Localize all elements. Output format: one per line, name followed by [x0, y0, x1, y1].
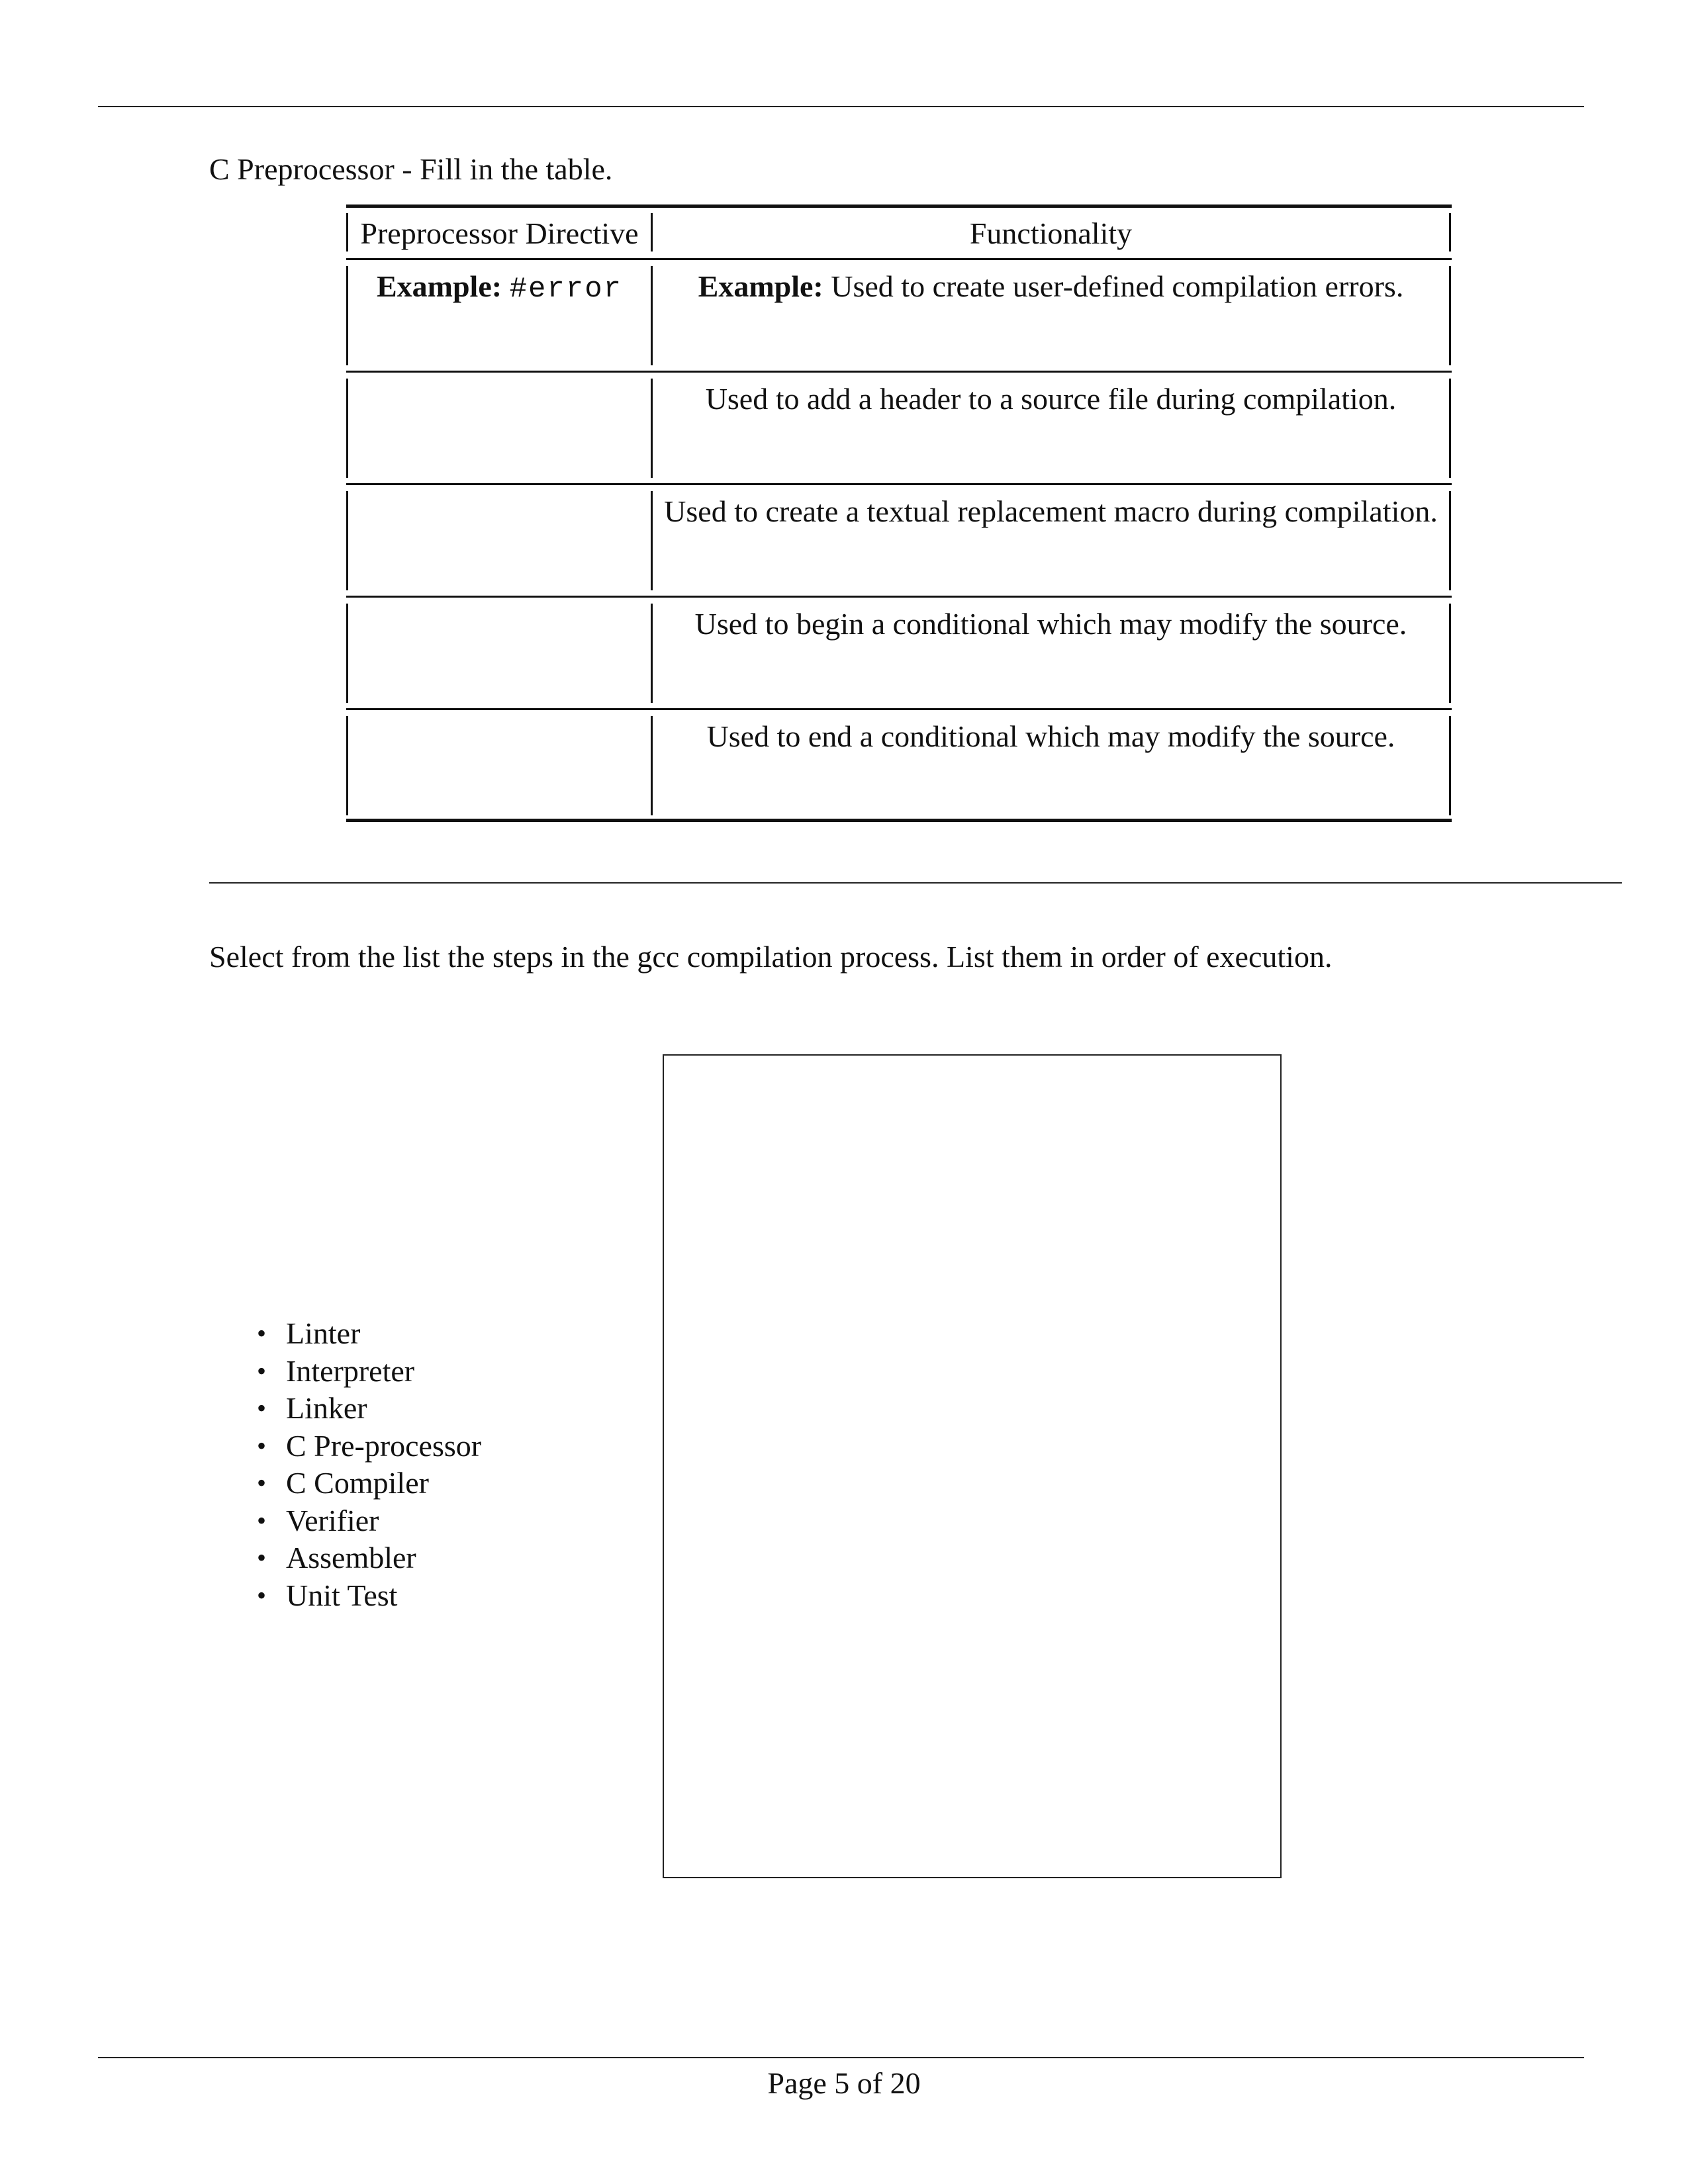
- table-row-rule: [346, 708, 1452, 710]
- list-item-label: Unit Test: [286, 1578, 398, 1612]
- table-row-rule: [346, 596, 1452, 598]
- list-item-label: Linter: [286, 1316, 361, 1350]
- bullet-icon: •: [257, 1468, 267, 1498]
- list-item: [257, 1502, 481, 1540]
- header-directive: Preprocessor Directive: [360, 216, 639, 250]
- list-item-label: Linker: [286, 1391, 367, 1425]
- bullet-icon: •: [257, 1505, 267, 1535]
- example-directive-cell: [348, 268, 651, 308]
- example-functionality-text: Used to create user-defined compilation errors.: [831, 269, 1404, 303]
- example-directive-label: Example:: [376, 269, 502, 303]
- question2-prompt: Select from the list the steps in the gcc compilation process. List them in order of execution.: [209, 940, 1333, 974]
- directive-answer-cell[interactable]: [348, 718, 651, 817]
- header-functionality: Functionality: [969, 216, 1133, 250]
- list-item: [257, 1465, 481, 1502]
- functionality-cell: Used to end a conditional which may modify the source.: [706, 719, 1395, 753]
- table-bottom-rule: [346, 819, 1452, 822]
- top-rule: [98, 106, 1584, 107]
- list-item: [257, 1577, 481, 1615]
- bullet-icon: •: [257, 1355, 267, 1386]
- bullet-icon: •: [257, 1318, 267, 1348]
- footer-rule: [98, 2057, 1584, 2058]
- list-item: [257, 1539, 481, 1577]
- bullet-icon: •: [257, 1430, 267, 1461]
- table-vline: [1449, 379, 1451, 478]
- list-item-label: Interpreter: [286, 1353, 415, 1388]
- directive-answer-cell[interactable]: [348, 606, 651, 705]
- example-functionality-label: Example:: [698, 269, 823, 303]
- list-item: [257, 1353, 481, 1390]
- example-directive-value: #error: [509, 273, 623, 306]
- question1-prompt: C Preprocessor - Fill in the table.: [209, 152, 613, 186]
- question-separator: [209, 882, 1622, 884]
- directive-answer-cell[interactable]: [348, 381, 651, 480]
- list-item: [257, 1390, 481, 1428]
- table-vline: [1449, 213, 1451, 251]
- table-row-rule: [346, 483, 1452, 485]
- functionality-cell: Used to add a header to a source file during compilation.: [705, 382, 1397, 416]
- list-item-label: Assembler: [286, 1541, 416, 1574]
- table-header-rule: [346, 258, 1452, 260]
- list-item-label: C Compiler: [286, 1466, 429, 1500]
- bullet-icon: •: [257, 1393, 267, 1423]
- table-vline: [1449, 716, 1451, 815]
- table-vline: [1449, 491, 1451, 590]
- functionality-cell: Used to begin a conditional which may modify the source.: [694, 607, 1407, 641]
- answer-box[interactable]: [663, 1054, 1282, 1878]
- directive-answer-cell[interactable]: [348, 493, 651, 592]
- table-top-rule: [346, 205, 1452, 208]
- table-row-rule: [346, 371, 1452, 373]
- list-item-label: C Pre-processor: [286, 1428, 482, 1463]
- bullet-icon: •: [257, 1543, 267, 1572]
- bullet-icon: •: [257, 1580, 267, 1610]
- list-item: [257, 1428, 481, 1465]
- table-vline: [1449, 266, 1451, 365]
- functionality-cell: Used to create a textual replacement macro during compilation.: [664, 494, 1438, 528]
- example-functionality-cell: [653, 268, 1449, 305]
- list-item: [257, 1315, 481, 1353]
- page-number: Page 5 of 20: [767, 2066, 921, 2100]
- list-item-label: Verifier: [286, 1503, 379, 1537]
- table-vline: [1449, 604, 1451, 703]
- compilation-steps-list: [257, 1315, 481, 1614]
